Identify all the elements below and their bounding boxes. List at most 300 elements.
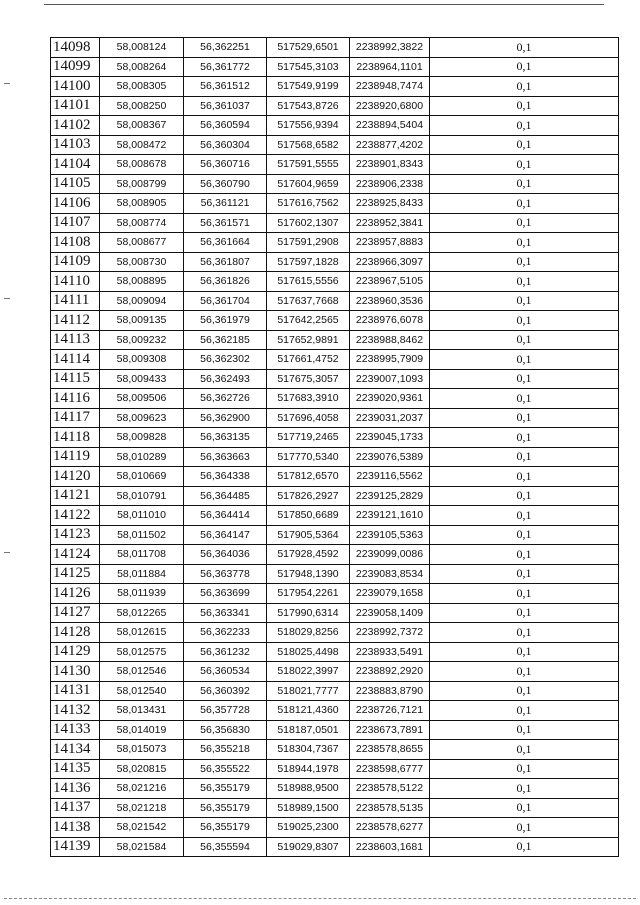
x-coordinate-cell: 518022,3997	[267, 662, 350, 682]
latitude-cell: 58,010289	[100, 447, 184, 467]
longitude-cell: 56,363778	[184, 564, 267, 584]
accuracy-cell: 0,1	[430, 389, 619, 409]
y-coordinate-cell: 2238966,3097	[350, 252, 430, 272]
accuracy-cell: 0,1	[430, 174, 619, 194]
longitude-cell: 56,361232	[184, 642, 267, 662]
table-row	[51, 272, 619, 292]
y-coordinate-cell: 2238952,3841	[350, 213, 430, 233]
x-coordinate-cell: 517545,3103	[267, 57, 350, 77]
latitude-cell: 58,012575	[100, 642, 184, 662]
longitude-cell: 56,364036	[184, 545, 267, 565]
longitude-cell: 56,363699	[184, 584, 267, 604]
y-coordinate-cell: 2239125,2829	[350, 486, 430, 506]
longitude-cell: 56,364338	[184, 467, 267, 487]
table-row	[51, 720, 619, 740]
table-row	[51, 155, 619, 175]
accuracy-cell: 0,1	[430, 252, 619, 272]
point-number-cell: 14109	[51, 252, 100, 272]
longitude-cell: 56,361037	[184, 96, 267, 116]
longitude-cell: 56,361664	[184, 233, 267, 253]
table-row	[51, 486, 619, 506]
y-coordinate-cell: 2238726,7121	[350, 701, 430, 721]
latitude-cell: 58,008905	[100, 194, 184, 214]
latitude-cell: 58,009094	[100, 291, 184, 311]
longitude-cell: 56,364147	[184, 525, 267, 545]
longitude-cell: 56,364414	[184, 506, 267, 526]
point-number-cell: 14129	[51, 642, 100, 662]
accuracy-cell: 0,1	[430, 525, 619, 545]
table-row	[51, 506, 619, 526]
coordinates-table-body	[51, 38, 619, 857]
y-coordinate-cell: 2239121,1610	[350, 506, 430, 526]
latitude-cell: 58,011708	[100, 545, 184, 565]
longitude-cell: 56,361826	[184, 272, 267, 292]
latitude-cell: 58,008678	[100, 155, 184, 175]
table-row	[51, 584, 619, 604]
x-coordinate-cell: 517591,2908	[267, 233, 350, 253]
longitude-cell: 56,362726	[184, 389, 267, 409]
point-number-cell: 14130	[51, 662, 100, 682]
x-coordinate-cell: 517954,2261	[267, 584, 350, 604]
y-coordinate-cell: 2238967,5105	[350, 272, 430, 292]
accuracy-cell: 0,1	[430, 584, 619, 604]
accuracy-cell: 0,1	[430, 798, 619, 818]
coordinates-table	[50, 37, 619, 857]
table-row	[51, 408, 619, 428]
latitude-cell: 58,008264	[100, 57, 184, 77]
longitude-cell: 56,364485	[184, 486, 267, 506]
y-coordinate-cell: 2239083,8534	[350, 564, 430, 584]
accuracy-cell: 0,1	[430, 681, 619, 701]
y-coordinate-cell: 2238892,2920	[350, 662, 430, 682]
y-coordinate-cell: 2238957,8883	[350, 233, 430, 253]
longitude-cell: 56,356830	[184, 720, 267, 740]
latitude-cell: 58,009506	[100, 389, 184, 409]
y-coordinate-cell: 2239076,5389	[350, 447, 430, 467]
accuracy-cell: 0,1	[430, 330, 619, 350]
accuracy-cell: 0,1	[430, 486, 619, 506]
latitude-cell: 58,008799	[100, 174, 184, 194]
x-coordinate-cell: 517529,6501	[267, 38, 350, 58]
table-row	[51, 96, 619, 116]
latitude-cell: 58,008124	[100, 38, 184, 58]
longitude-cell: 56,357728	[184, 701, 267, 721]
y-coordinate-cell: 2238995,7909	[350, 350, 430, 370]
longitude-cell: 56,361512	[184, 77, 267, 97]
latitude-cell: 58,012265	[100, 603, 184, 623]
table-row	[51, 662, 619, 682]
y-coordinate-cell: 2239007,1093	[350, 369, 430, 389]
accuracy-cell: 0,1	[430, 623, 619, 643]
y-coordinate-cell: 2238964,1101	[350, 57, 430, 77]
accuracy-cell: 0,1	[430, 116, 619, 136]
point-number-cell: 14123	[51, 525, 100, 545]
x-coordinate-cell: 517990,6314	[267, 603, 350, 623]
accuracy-cell: 0,1	[430, 642, 619, 662]
y-coordinate-cell: 2238894,5404	[350, 116, 430, 136]
point-number-cell: 14135	[51, 759, 100, 779]
table-row	[51, 291, 619, 311]
table-row	[51, 564, 619, 584]
latitude-cell: 58,008895	[100, 272, 184, 292]
y-coordinate-cell: 2238901,8343	[350, 155, 430, 175]
table-row	[51, 389, 619, 409]
latitude-cell: 58,009433	[100, 369, 184, 389]
table-row	[51, 77, 619, 97]
accuracy-cell: 0,1	[430, 77, 619, 97]
table-row	[51, 174, 619, 194]
point-number-cell: 14104	[51, 155, 100, 175]
x-coordinate-cell: 517597,1828	[267, 252, 350, 272]
table-row	[51, 779, 619, 799]
y-coordinate-cell: 2239099,0086	[350, 545, 430, 565]
point-number-cell: 14112	[51, 311, 100, 331]
longitude-cell: 56,355594	[184, 837, 267, 857]
y-coordinate-cell: 2238673,7891	[350, 720, 430, 740]
accuracy-cell: 0,1	[430, 233, 619, 253]
x-coordinate-cell: 519029,8307	[267, 837, 350, 857]
point-number-cell: 14107	[51, 213, 100, 233]
x-coordinate-cell: 517616,7562	[267, 194, 350, 214]
latitude-cell: 58,020815	[100, 759, 184, 779]
point-number-cell: 14115	[51, 369, 100, 389]
latitude-cell: 58,010669	[100, 467, 184, 487]
latitude-cell: 58,011010	[100, 506, 184, 526]
table-row	[51, 642, 619, 662]
y-coordinate-cell: 2238925,8433	[350, 194, 430, 214]
x-coordinate-cell: 517556,9394	[267, 116, 350, 136]
x-coordinate-cell: 517675,3057	[267, 369, 350, 389]
latitude-cell: 58,008250	[100, 96, 184, 116]
accuracy-cell: 0,1	[430, 564, 619, 584]
x-coordinate-cell: 517683,3910	[267, 389, 350, 409]
latitude-cell: 58,008730	[100, 252, 184, 272]
x-coordinate-cell: 517928,4592	[267, 545, 350, 565]
x-coordinate-cell: 518988,9500	[267, 779, 350, 799]
point-number-cell: 14108	[51, 233, 100, 253]
table-row	[51, 603, 619, 623]
point-number-cell: 14117	[51, 408, 100, 428]
accuracy-cell: 0,1	[430, 837, 619, 857]
x-coordinate-cell: 517850,6689	[267, 506, 350, 526]
y-coordinate-cell: 2239105,5363	[350, 525, 430, 545]
x-coordinate-cell: 518025,4498	[267, 642, 350, 662]
y-coordinate-cell: 2238920,6800	[350, 96, 430, 116]
point-number-cell: 14122	[51, 506, 100, 526]
x-coordinate-cell: 517602,1307	[267, 213, 350, 233]
latitude-cell: 58,009308	[100, 350, 184, 370]
longitude-cell: 56,355179	[184, 779, 267, 799]
table-row	[51, 740, 619, 760]
longitude-cell: 56,360534	[184, 662, 267, 682]
table-row	[51, 252, 619, 272]
table-row	[51, 57, 619, 77]
latitude-cell: 58,011884	[100, 564, 184, 584]
accuracy-cell: 0,1	[430, 701, 619, 721]
accuracy-cell: 0,1	[430, 447, 619, 467]
table-row	[51, 818, 619, 838]
longitude-cell: 56,361772	[184, 57, 267, 77]
longitude-cell: 56,355179	[184, 798, 267, 818]
y-coordinate-cell: 2239116,5562	[350, 467, 430, 487]
point-number-cell: 14101	[51, 96, 100, 116]
latitude-cell: 58,008677	[100, 233, 184, 253]
x-coordinate-cell: 517812,6570	[267, 467, 350, 487]
accuracy-cell: 0,1	[430, 779, 619, 799]
point-number-cell: 14121	[51, 486, 100, 506]
point-number-cell: 14137	[51, 798, 100, 818]
x-coordinate-cell: 517948,1390	[267, 564, 350, 584]
accuracy-cell: 0,1	[430, 135, 619, 155]
accuracy-cell: 0,1	[430, 720, 619, 740]
longitude-cell: 56,360716	[184, 155, 267, 175]
y-coordinate-cell: 2239079,1658	[350, 584, 430, 604]
accuracy-cell: 0,1	[430, 311, 619, 331]
latitude-cell: 58,009623	[100, 408, 184, 428]
x-coordinate-cell: 517604,9659	[267, 174, 350, 194]
table-row	[51, 759, 619, 779]
longitude-cell: 56,363135	[184, 428, 267, 448]
accuracy-cell: 0,1	[430, 759, 619, 779]
y-coordinate-cell: 2238906,2338	[350, 174, 430, 194]
y-coordinate-cell: 2238988,8462	[350, 330, 430, 350]
x-coordinate-cell: 517642,2565	[267, 311, 350, 331]
latitude-cell: 58,010791	[100, 486, 184, 506]
table-row	[51, 701, 619, 721]
y-coordinate-cell: 2238883,8790	[350, 681, 430, 701]
table-row	[51, 545, 619, 565]
x-coordinate-cell: 517637,7668	[267, 291, 350, 311]
longitude-cell: 56,360392	[184, 681, 267, 701]
accuracy-cell: 0,1	[430, 272, 619, 292]
table-row	[51, 135, 619, 155]
x-coordinate-cell: 517615,5556	[267, 272, 350, 292]
latitude-cell: 58,021216	[100, 779, 184, 799]
longitude-cell: 56,360304	[184, 135, 267, 155]
longitude-cell: 56,361571	[184, 213, 267, 233]
accuracy-cell: 0,1	[430, 428, 619, 448]
table-row	[51, 428, 619, 448]
table-row	[51, 467, 619, 487]
point-number-cell: 14099	[51, 57, 100, 77]
longitude-cell: 56,362251	[184, 38, 267, 58]
longitude-cell: 56,363341	[184, 603, 267, 623]
point-number-cell: 14111	[51, 291, 100, 311]
point-number-cell: 14128	[51, 623, 100, 643]
y-coordinate-cell: 2239020,9361	[350, 389, 430, 409]
latitude-cell: 58,009135	[100, 311, 184, 331]
point-number-cell: 14100	[51, 77, 100, 97]
y-coordinate-cell: 2238598,6777	[350, 759, 430, 779]
accuracy-cell: 0,1	[430, 818, 619, 838]
latitude-cell: 58,015073	[100, 740, 184, 760]
latitude-cell: 58,008305	[100, 77, 184, 97]
latitude-cell: 58,011502	[100, 525, 184, 545]
point-number-cell: 14110	[51, 272, 100, 292]
point-number-cell: 14118	[51, 428, 100, 448]
longitude-cell: 56,360594	[184, 116, 267, 136]
y-coordinate-cell: 2238992,3822	[350, 38, 430, 58]
x-coordinate-cell: 517652,9891	[267, 330, 350, 350]
margin-mark	[4, 83, 10, 84]
y-coordinate-cell: 2238976,6078	[350, 311, 430, 331]
longitude-cell: 56,363663	[184, 447, 267, 467]
latitude-cell: 58,008472	[100, 135, 184, 155]
point-number-cell: 14127	[51, 603, 100, 623]
longitude-cell: 56,362233	[184, 623, 267, 643]
longitude-cell: 56,361807	[184, 252, 267, 272]
accuracy-cell: 0,1	[430, 408, 619, 428]
accuracy-cell: 0,1	[430, 506, 619, 526]
accuracy-cell: 0,1	[430, 291, 619, 311]
table-row	[51, 623, 619, 643]
margin-mark	[4, 298, 10, 299]
accuracy-cell: 0,1	[430, 545, 619, 565]
point-number-cell: 14098	[51, 38, 100, 58]
x-coordinate-cell: 518021,7777	[267, 681, 350, 701]
table-row	[51, 194, 619, 214]
latitude-cell: 58,012615	[100, 623, 184, 643]
accuracy-cell: 0,1	[430, 662, 619, 682]
table-row	[51, 798, 619, 818]
accuracy-cell: 0,1	[430, 369, 619, 389]
point-number-cell: 14120	[51, 467, 100, 487]
x-coordinate-cell: 517719,2465	[267, 428, 350, 448]
latitude-cell: 58,009232	[100, 330, 184, 350]
x-coordinate-cell: 517591,5555	[267, 155, 350, 175]
point-number-cell: 14119	[51, 447, 100, 467]
margin-mark	[4, 552, 10, 553]
table-row	[51, 350, 619, 370]
longitude-cell: 56,361704	[184, 291, 267, 311]
table-row	[51, 116, 619, 136]
top-rule	[44, 4, 604, 5]
latitude-cell: 58,012546	[100, 662, 184, 682]
point-number-cell: 14103	[51, 135, 100, 155]
accuracy-cell: 0,1	[430, 57, 619, 77]
point-number-cell: 14131	[51, 681, 100, 701]
x-coordinate-cell: 517770,5340	[267, 447, 350, 467]
x-coordinate-cell: 517549,9199	[267, 77, 350, 97]
table-row	[51, 311, 619, 331]
x-coordinate-cell: 517661,4752	[267, 350, 350, 370]
latitude-cell: 58,011939	[100, 584, 184, 604]
longitude-cell: 56,355179	[184, 818, 267, 838]
accuracy-cell: 0,1	[430, 38, 619, 58]
accuracy-cell: 0,1	[430, 740, 619, 760]
longitude-cell: 56,362302	[184, 350, 267, 370]
x-coordinate-cell: 517696,4058	[267, 408, 350, 428]
y-coordinate-cell: 2238877,4202	[350, 135, 430, 155]
y-coordinate-cell: 2239058,1409	[350, 603, 430, 623]
latitude-cell: 58,008774	[100, 213, 184, 233]
longitude-cell: 56,362185	[184, 330, 267, 350]
y-coordinate-cell: 2239045,1733	[350, 428, 430, 448]
x-coordinate-cell: 517826,2927	[267, 486, 350, 506]
latitude-cell: 58,014019	[100, 720, 184, 740]
accuracy-cell: 0,1	[430, 96, 619, 116]
x-coordinate-cell: 518304,7367	[267, 740, 350, 760]
x-coordinate-cell: 518944,1978	[267, 759, 350, 779]
table-row	[51, 330, 619, 350]
longitude-cell: 56,362900	[184, 408, 267, 428]
point-number-cell: 14116	[51, 389, 100, 409]
latitude-cell: 58,021542	[100, 818, 184, 838]
table-row	[51, 837, 619, 857]
latitude-cell: 58,008367	[100, 116, 184, 136]
point-number-cell: 14126	[51, 584, 100, 604]
accuracy-cell: 0,1	[430, 155, 619, 175]
longitude-cell: 56,361121	[184, 194, 267, 214]
x-coordinate-cell: 518029,8256	[267, 623, 350, 643]
longitude-cell: 56,360790	[184, 174, 267, 194]
table-row	[51, 681, 619, 701]
table-row	[51, 525, 619, 545]
y-coordinate-cell: 2238603,1681	[350, 837, 430, 857]
x-coordinate-cell: 517905,5364	[267, 525, 350, 545]
y-coordinate-cell: 2238933,5491	[350, 642, 430, 662]
longitude-cell: 56,355218	[184, 740, 267, 760]
table-row	[51, 38, 619, 58]
longitude-cell: 56,361979	[184, 311, 267, 331]
accuracy-cell: 0,1	[430, 467, 619, 487]
accuracy-cell: 0,1	[430, 350, 619, 370]
x-coordinate-cell: 518121,4360	[267, 701, 350, 721]
x-coordinate-cell: 517543,8726	[267, 96, 350, 116]
y-coordinate-cell: 2238578,8655	[350, 740, 430, 760]
point-number-cell: 14125	[51, 564, 100, 584]
point-number-cell: 14124	[51, 545, 100, 565]
x-coordinate-cell: 518989,1500	[267, 798, 350, 818]
longitude-cell: 56,362493	[184, 369, 267, 389]
y-coordinate-cell: 2238960,3536	[350, 291, 430, 311]
point-number-cell: 14114	[51, 350, 100, 370]
x-coordinate-cell: 519025,2300	[267, 818, 350, 838]
y-coordinate-cell: 2238578,5122	[350, 779, 430, 799]
point-number-cell: 14133	[51, 720, 100, 740]
latitude-cell: 58,021218	[100, 798, 184, 818]
accuracy-cell: 0,1	[430, 213, 619, 233]
latitude-cell: 58,009828	[100, 428, 184, 448]
table-row	[51, 369, 619, 389]
table-row	[51, 447, 619, 467]
point-number-cell: 14105	[51, 174, 100, 194]
y-coordinate-cell: 2238992,7372	[350, 623, 430, 643]
y-coordinate-cell: 2238948,7474	[350, 77, 430, 97]
table-row	[51, 213, 619, 233]
longitude-cell: 56,355522	[184, 759, 267, 779]
point-number-cell: 14132	[51, 701, 100, 721]
accuracy-cell: 0,1	[430, 603, 619, 623]
latitude-cell: 58,021584	[100, 837, 184, 857]
bottom-rule	[4, 898, 636, 899]
point-number-cell: 14138	[51, 818, 100, 838]
point-number-cell: 14106	[51, 194, 100, 214]
accuracy-cell: 0,1	[430, 194, 619, 214]
table-row	[51, 233, 619, 253]
point-number-cell: 14102	[51, 116, 100, 136]
y-coordinate-cell: 2238578,6277	[350, 818, 430, 838]
y-coordinate-cell: 2239031,2037	[350, 408, 430, 428]
latitude-cell: 58,013431	[100, 701, 184, 721]
point-number-cell: 14136	[51, 779, 100, 799]
x-coordinate-cell: 517568,6582	[267, 135, 350, 155]
y-coordinate-cell: 2238578,5135	[350, 798, 430, 818]
point-number-cell: 14134	[51, 740, 100, 760]
x-coordinate-cell: 518187,0501	[267, 720, 350, 740]
point-number-cell: 14113	[51, 330, 100, 350]
point-number-cell: 14139	[51, 837, 100, 857]
